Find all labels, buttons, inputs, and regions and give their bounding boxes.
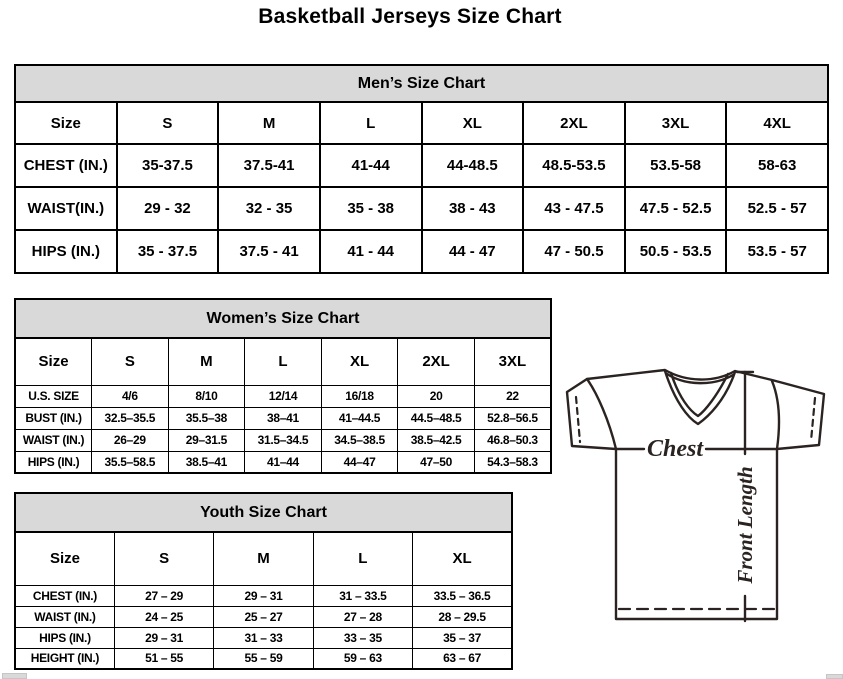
men-chart-title: Men’s Size Chart	[15, 65, 828, 102]
men-value-cell: 41 - 44	[320, 230, 422, 273]
men-value-cell: 32 - 35	[218, 187, 320, 230]
youth-value-cell: 24 – 25	[114, 606, 213, 627]
women-value-cell: 38.5–42.5	[398, 429, 475, 451]
women-value-cell: 38–41	[245, 407, 322, 429]
youth-row-label: CHEST (IN.)	[15, 585, 114, 606]
men-row-label: WAIST(IN.)	[15, 187, 117, 230]
men-table-row	[15, 230, 828, 273]
jersey-right-cuff-stitch	[811, 398, 815, 441]
men-column-header: 4XL	[726, 102, 828, 144]
men-value-cell: 48.5-53.5	[523, 144, 625, 187]
women-value-cell: 46.8–50.3	[474, 429, 551, 451]
women-value-cell: 54.3–58.3	[474, 451, 551, 473]
women-table-row	[15, 451, 551, 473]
jersey-outline	[567, 370, 824, 619]
chest-label: Chest	[646, 436, 704, 462]
women-column-header: S	[92, 338, 169, 385]
youth-table-row	[15, 606, 512, 627]
women-value-cell: 4/6	[92, 385, 169, 407]
youth-value-cell: 31 – 33	[214, 627, 313, 648]
horizontal-scrollbar-fragment-right[interactable]	[826, 674, 843, 679]
women-column-header: 3XL	[474, 338, 551, 385]
horizontal-scrollbar-fragment-left[interactable]	[2, 673, 27, 679]
youth-size-chart-table	[14, 492, 513, 670]
women-value-cell: 52.8–56.5	[474, 407, 551, 429]
jersey-measurement-diagram	[558, 358, 843, 628]
youth-value-cell: 29 – 31	[114, 627, 213, 648]
youth-column-header: L	[313, 532, 412, 585]
men-column-header: S	[117, 102, 219, 144]
men-column-header: L	[320, 102, 422, 144]
men-table-row	[15, 187, 828, 230]
women-value-cell: 22	[474, 385, 551, 407]
youth-value-cell: 33 – 35	[313, 627, 412, 648]
women-row-label: WAIST (IN.)	[15, 429, 92, 451]
men-value-cell: 58-63	[726, 144, 828, 187]
women-value-cell: 8/10	[168, 385, 245, 407]
men-value-cell: 35 - 38	[320, 187, 422, 230]
youth-value-cell: 59 – 63	[313, 648, 412, 669]
men-table-row	[15, 144, 828, 187]
youth-column-header: XL	[413, 532, 512, 585]
men-value-cell: 50.5 - 53.5	[625, 230, 727, 273]
women-column-header: Size	[15, 338, 92, 385]
men-value-cell: 53.5-58	[625, 144, 727, 187]
women-value-cell: 44–47	[321, 451, 398, 473]
mens-size-chart-table	[14, 64, 829, 274]
jersey-left-cuff-stitch	[576, 397, 580, 442]
youth-value-cell: 55 – 59	[214, 648, 313, 669]
women-table-row	[15, 407, 551, 429]
men-value-cell: 29 - 32	[117, 187, 219, 230]
men-row-label: CHEST (IN.)	[15, 144, 117, 187]
men-column-header: Size	[15, 102, 117, 144]
women-row-label: HIPS (IN.)	[15, 451, 92, 473]
youth-value-cell: 31 – 33.5	[313, 585, 412, 606]
women-value-cell: 41–44	[245, 451, 322, 473]
women-chart-title: Women’s Size Chart	[15, 299, 551, 338]
youth-chart-title: Youth Size Chart	[15, 493, 512, 532]
women-table-row	[15, 385, 551, 407]
womens-size-chart-table	[14, 298, 552, 474]
youth-value-cell: 25 – 27	[214, 606, 313, 627]
women-column-header: XL	[321, 338, 398, 385]
women-column-header: 2XL	[398, 338, 475, 385]
men-value-cell: 47 - 50.5	[523, 230, 625, 273]
women-value-cell: 35.5–38	[168, 407, 245, 429]
women-value-cell: 16/18	[321, 385, 398, 407]
men-value-cell: 35-37.5	[117, 144, 219, 187]
youth-column-header: M	[214, 532, 313, 585]
youth-value-cell: 33.5 – 36.5	[413, 585, 512, 606]
women-row-label: BUST (IN.)	[15, 407, 92, 429]
men-value-cell: 37.5-41	[218, 144, 320, 187]
youth-value-cell: 51 – 55	[114, 648, 213, 669]
youth-value-cell: 63 – 67	[413, 648, 512, 669]
men-value-cell: 43 - 47.5	[523, 187, 625, 230]
women-value-cell: 47–50	[398, 451, 475, 473]
men-row-label: HIPS (IN.)	[15, 230, 117, 273]
youth-row-label: WAIST (IN.)	[15, 606, 114, 627]
men-column-header: 3XL	[625, 102, 727, 144]
women-column-header: M	[168, 338, 245, 385]
page-title: Basketball Jerseys Size Chart	[258, 5, 562, 28]
men-value-cell: 37.5 - 41	[218, 230, 320, 273]
youth-value-cell: 29 – 31	[214, 585, 313, 606]
youth-value-cell: 27 – 28	[313, 606, 412, 627]
men-value-cell: 52.5 - 57	[726, 187, 828, 230]
women-value-cell: 44.5–48.5	[398, 407, 475, 429]
youth-column-header: Size	[15, 532, 114, 585]
women-value-cell: 35.5–58.5	[92, 451, 169, 473]
youth-table-row	[15, 627, 512, 648]
youth-value-cell: 27 – 29	[114, 585, 213, 606]
men-value-cell: 38 - 43	[422, 187, 524, 230]
youth-value-cell: 28 – 29.5	[413, 606, 512, 627]
women-value-cell: 20	[398, 385, 475, 407]
jersey-left-armhole-seam	[587, 379, 616, 449]
women-value-cell: 34.5–38.5	[321, 429, 398, 451]
youth-column-header: S	[114, 532, 213, 585]
women-value-cell: 31.5–34.5	[245, 429, 322, 451]
men-value-cell: 47.5 - 52.5	[625, 187, 727, 230]
women-value-cell: 41–44.5	[321, 407, 398, 429]
men-value-cell: 35 - 37.5	[117, 230, 219, 273]
youth-table-row	[15, 585, 512, 606]
front-length-label: Front Length	[733, 466, 757, 584]
men-column-header: XL	[422, 102, 524, 144]
women-value-cell: 29–31.5	[168, 429, 245, 451]
women-table-row	[15, 429, 551, 451]
men-value-cell: 53.5 - 57	[726, 230, 828, 273]
women-row-label: U.S. SIZE	[15, 385, 92, 407]
men-column-header: M	[218, 102, 320, 144]
youth-row-label: HEIGHT (IN.)	[15, 648, 114, 669]
men-value-cell: 44-48.5	[422, 144, 524, 187]
youth-table-row	[15, 648, 512, 669]
women-column-header: L	[245, 338, 322, 385]
women-value-cell: 12/14	[245, 385, 322, 407]
women-value-cell: 26–29	[92, 429, 169, 451]
men-value-cell: 41-44	[320, 144, 422, 187]
women-value-cell: 32.5–35.5	[92, 407, 169, 429]
men-column-header: 2XL	[523, 102, 625, 144]
women-value-cell: 38.5–41	[168, 451, 245, 473]
jersey-right-armhole-seam	[772, 381, 779, 449]
youth-row-label: HIPS (IN.)	[15, 627, 114, 648]
men-value-cell: 44 - 47	[422, 230, 524, 273]
youth-value-cell: 35 – 37	[413, 627, 512, 648]
